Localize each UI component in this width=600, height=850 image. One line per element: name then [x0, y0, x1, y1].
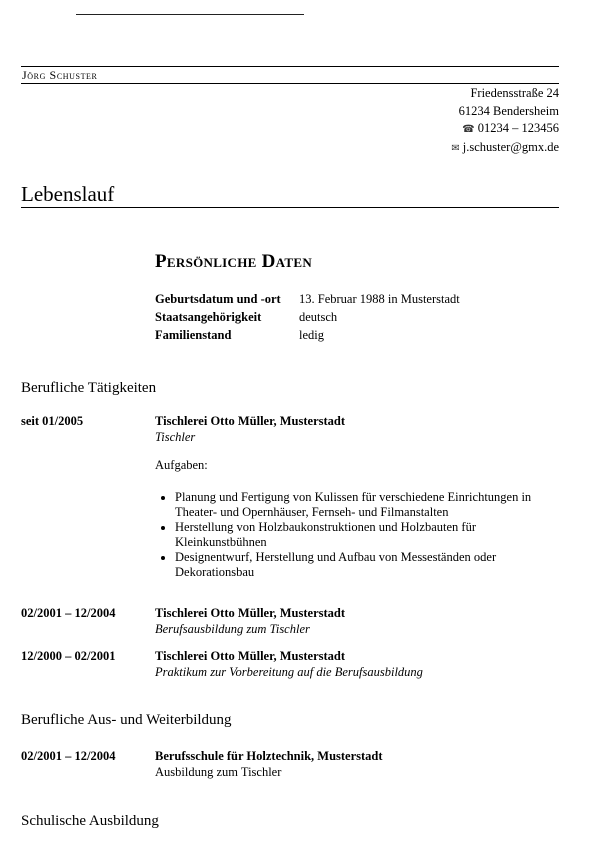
school-heading: Schulische Ausbildung: [21, 813, 159, 829]
entry-detail: Ausbildung zum Tischler: [155, 764, 282, 779]
personal-row: [155, 290, 460, 308]
personal-value: ledig: [299, 328, 324, 342]
personal-key: Geburtsdatum und -ort: [155, 292, 281, 306]
tasks-label: Aufgaben:: [155, 458, 208, 472]
personal-row: [155, 308, 460, 326]
phone-icon: ☎: [462, 124, 475, 136]
personal-value: 13. Februar 1988 in Musterstadt: [299, 292, 460, 306]
phone: 01234 – 123456: [477, 121, 559, 136]
phone-line: [451, 120, 559, 139]
applicant-name: Jörg Schuster: [22, 68, 98, 82]
entry-role: Berufsausbildung zum Tischler: [155, 621, 310, 636]
entry-date: 02/2001 – 12/2004: [21, 749, 116, 763]
task-item: • Planung und Fertigung von Kulissen für verschiedene Einrichtungen in Theater- und Opernhäuser, Fernseh- und Filmanstalten: [175, 490, 555, 520]
envelope-icon: ✉: [451, 142, 460, 154]
tasks-block: [155, 458, 555, 580]
work-entry: [155, 414, 555, 445]
work-heading: Berufliche Tätigkeiten: [21, 380, 157, 396]
personal-row: [155, 326, 460, 344]
entry-role: Praktikum zur Vorbereitung auf die Berufsausbildung: [155, 664, 423, 679]
entry-org: Tischlerei Otto Müller, Musterstadt: [155, 414, 346, 428]
street: Friedensstraße 24: [470, 86, 559, 100]
work-entry: [155, 606, 555, 637]
title-rule: [21, 207, 559, 208]
top-rule: [76, 14, 304, 15]
personal-heading: Persönliche Daten: [155, 251, 313, 272]
personal-value: deutsch: [299, 310, 338, 324]
work-entry: [155, 649, 555, 680]
personal-data: [155, 290, 460, 344]
personal-key: Familienstand: [155, 328, 232, 342]
name-rule-top: [21, 66, 559, 67]
personal-key: Staatsangehörigkeit: [155, 310, 262, 324]
city: 61234 Bendersheim: [458, 103, 559, 118]
email-line: [451, 139, 559, 158]
entry-org: Tischlerei Otto Müller, Musterstadt: [155, 606, 346, 620]
task-item: • Designentwurf, Herstellung und Aufbau von Messeständen oder Dekorationsbau: [175, 550, 555, 580]
tasks-list: [155, 490, 555, 580]
training-heading: Berufliche Aus- und Weiterbildung: [21, 712, 232, 728]
entry-org: Berufsschule für Holztechnik, Musterstadt: [155, 749, 383, 763]
entry-org: Tischlerei Otto Müller, Musterstadt: [155, 649, 346, 663]
entry-date: seit 01/2005: [21, 414, 84, 428]
name-rule-bottom: [21, 83, 559, 84]
task-item: • Herstellung von Holzbaukonstruktionen und Holzbauten für Kleinkunstbühnen: [175, 520, 555, 550]
email: j.schuster@gmx.de: [462, 139, 559, 154]
training-entry: [155, 749, 555, 780]
contact-block: [451, 85, 559, 157]
entry-role: Tischler: [155, 429, 196, 444]
entry-date: 12/2000 – 02/2001: [21, 649, 116, 663]
entry-date: 02/2001 – 12/2004: [21, 606, 116, 620]
page-title: Lebenslauf: [21, 182, 115, 206]
